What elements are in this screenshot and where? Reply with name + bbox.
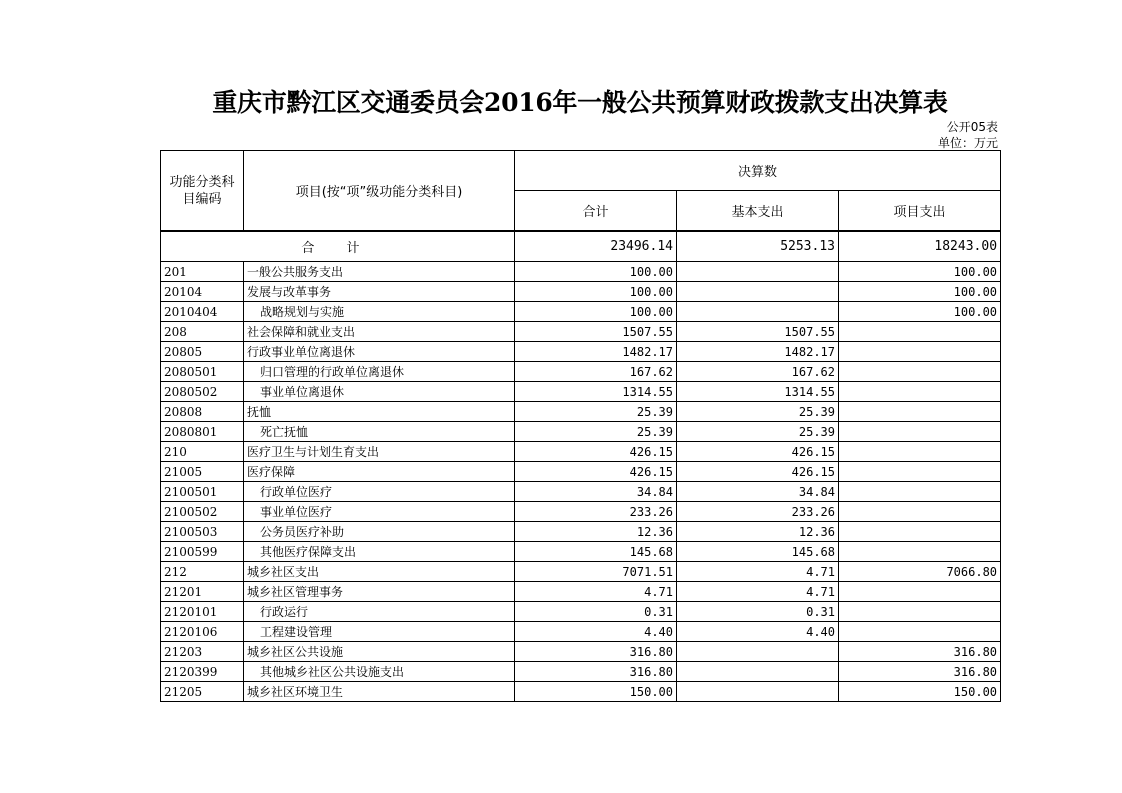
row-code: 2100502 [161,502,244,522]
row-total: 4.71 [515,582,677,602]
page-title: 重庆市黔江区交通委员会2016年一般公共预算财政拨款支出决算表 [212,88,948,117]
row-name: 归口管理的行政单位离退休 [244,362,515,382]
row-name: 事业单位离退休 [244,382,515,402]
row-name: 战略规划与实施 [244,302,515,322]
row-code: 2100503 [161,522,244,542]
row-basic [677,302,839,322]
table-row [161,622,1001,642]
table-row [161,442,1001,462]
row-basic [677,662,839,682]
total-basic: 5253.13 [677,231,839,262]
table-row [161,402,1001,422]
header-group: 决算数 [515,151,1001,191]
row-name: 公务员医疗补助 [244,522,515,542]
row-code: 208 [161,322,244,342]
table-row [161,602,1001,622]
row-code: 2080501 [161,362,244,382]
row-code: 20104 [161,282,244,302]
row-name: 城乡社区管理事务 [244,582,515,602]
row-name: 一般公共服务支出 [244,262,515,282]
row-total: 7071.51 [515,562,677,582]
row-project [839,422,1001,442]
row-project [839,322,1001,342]
row-total: 1314.55 [515,382,677,402]
table-row [161,642,1001,662]
row-code: 21201 [161,582,244,602]
row-project [839,442,1001,462]
row-total: 145.68 [515,542,677,562]
form-number: 公开05表 [946,120,998,134]
row-code: 21005 [161,462,244,482]
row-total: 100.00 [515,282,677,302]
table-row [161,322,1001,342]
row-code: 2080502 [161,382,244,402]
unit-label: 单位：万元 [937,136,998,150]
expenditure-table [160,150,1001,702]
row-code: 2120106 [161,622,244,642]
row-total: 316.80 [515,662,677,682]
row-total: 25.39 [515,422,677,442]
table-row [161,542,1001,562]
row-total: 316.80 [515,642,677,662]
row-basic: 1482.17 [677,342,839,362]
header-total: 合计 [515,191,677,232]
table-row [161,562,1001,582]
row-basic: 1314.55 [677,382,839,402]
row-basic: 426.15 [677,442,839,462]
row-total: 1507.55 [515,322,677,342]
row-code: 2080801 [161,422,244,442]
row-code: 20808 [161,402,244,422]
row-basic: 4.71 [677,562,839,582]
total-row [161,231,1001,262]
row-total: 34.84 [515,482,677,502]
row-name: 医疗保障 [244,462,515,482]
row-project [839,602,1001,622]
table-row [161,342,1001,362]
row-project [839,382,1001,402]
row-project [839,502,1001,522]
row-name: 医疗卫生与计划生育支出 [244,442,515,462]
row-code: 2120101 [161,602,244,622]
row-project: 100.00 [839,302,1001,322]
row-total: 426.15 [515,442,677,462]
row-code: 21203 [161,642,244,662]
row-basic [677,682,839,702]
row-total: 12.36 [515,522,677,542]
row-basic [677,282,839,302]
row-code: 2100599 [161,542,244,562]
row-code: 2100501 [161,482,244,502]
row-total: 100.00 [515,302,677,322]
row-name: 事业单位医疗 [244,502,515,522]
row-total: 150.00 [515,682,677,702]
row-name: 城乡社区支出 [244,562,515,582]
row-total: 167.62 [515,362,677,382]
table-row [161,582,1001,602]
row-basic: 167.62 [677,362,839,382]
header-project: 项目支出 [839,191,1001,232]
row-name: 行政单位医疗 [244,482,515,502]
row-name: 其他城乡社区公共设施支出 [244,662,515,682]
row-name: 城乡社区公共设施 [244,642,515,662]
row-basic: 233.26 [677,502,839,522]
table-row [161,282,1001,302]
row-name: 工程建设管理 [244,622,515,642]
row-basic: 145.68 [677,542,839,562]
row-project [839,622,1001,642]
row-total: 233.26 [515,502,677,522]
row-name: 发展与改革事务 [244,282,515,302]
total-label: 合 计 [161,231,515,262]
row-name: 行政运行 [244,602,515,622]
header-basic: 基本支出 [677,191,839,232]
row-name: 行政事业单位离退休 [244,342,515,362]
row-basic: 0.31 [677,602,839,622]
table-row [161,522,1001,542]
table-row [161,682,1001,702]
row-project [839,542,1001,562]
table-row [161,482,1001,502]
row-code: 2120399 [161,662,244,682]
row-code: 21205 [161,682,244,702]
row-total: 25.39 [515,402,677,422]
row-project [839,462,1001,482]
row-name: 社会保障和就业支出 [244,322,515,342]
table-row [161,422,1001,442]
row-project [839,342,1001,362]
table-row [161,362,1001,382]
total-project: 18243.00 [839,231,1001,262]
row-project: 150.00 [839,682,1001,702]
row-basic: 34.84 [677,482,839,502]
row-basic: 4.71 [677,582,839,602]
row-project [839,402,1001,422]
row-basic: 426.15 [677,462,839,482]
row-name: 抚恤 [244,402,515,422]
table-row [161,262,1001,282]
row-total: 1482.17 [515,342,677,362]
row-basic: 1507.55 [677,322,839,342]
row-code: 2010404 [161,302,244,322]
header-item: 项目(按“项”级功能分类科目) [244,151,515,232]
row-project: 316.80 [839,642,1001,662]
table-row [161,462,1001,482]
row-project [839,522,1001,542]
row-project: 100.00 [839,262,1001,282]
row-total: 426.15 [515,462,677,482]
row-project [839,362,1001,382]
row-basic: 25.39 [677,402,839,422]
row-basic [677,262,839,282]
row-basic: 25.39 [677,422,839,442]
row-total: 0.31 [515,602,677,622]
header-code: 功能分类科目编码 [161,151,244,232]
total-sum: 23496.14 [515,231,677,262]
table-row [161,302,1001,322]
row-name: 死亡抚恤 [244,422,515,442]
row-project: 316.80 [839,662,1001,682]
row-basic: 12.36 [677,522,839,542]
row-project [839,482,1001,502]
row-basic [677,642,839,662]
row-code: 210 [161,442,244,462]
row-project: 100.00 [839,282,1001,302]
row-total: 4.40 [515,622,677,642]
row-code: 20805 [161,342,244,362]
table-row [161,502,1001,522]
table-row [161,382,1001,402]
row-total: 100.00 [515,262,677,282]
row-code: 201 [161,262,244,282]
row-basic: 4.40 [677,622,839,642]
table-row [161,662,1001,682]
row-name: 城乡社区环境卫生 [244,682,515,702]
row-project [839,582,1001,602]
row-name: 其他医疗保障支出 [244,542,515,562]
row-project: 7066.80 [839,562,1001,582]
row-code: 212 [161,562,244,582]
